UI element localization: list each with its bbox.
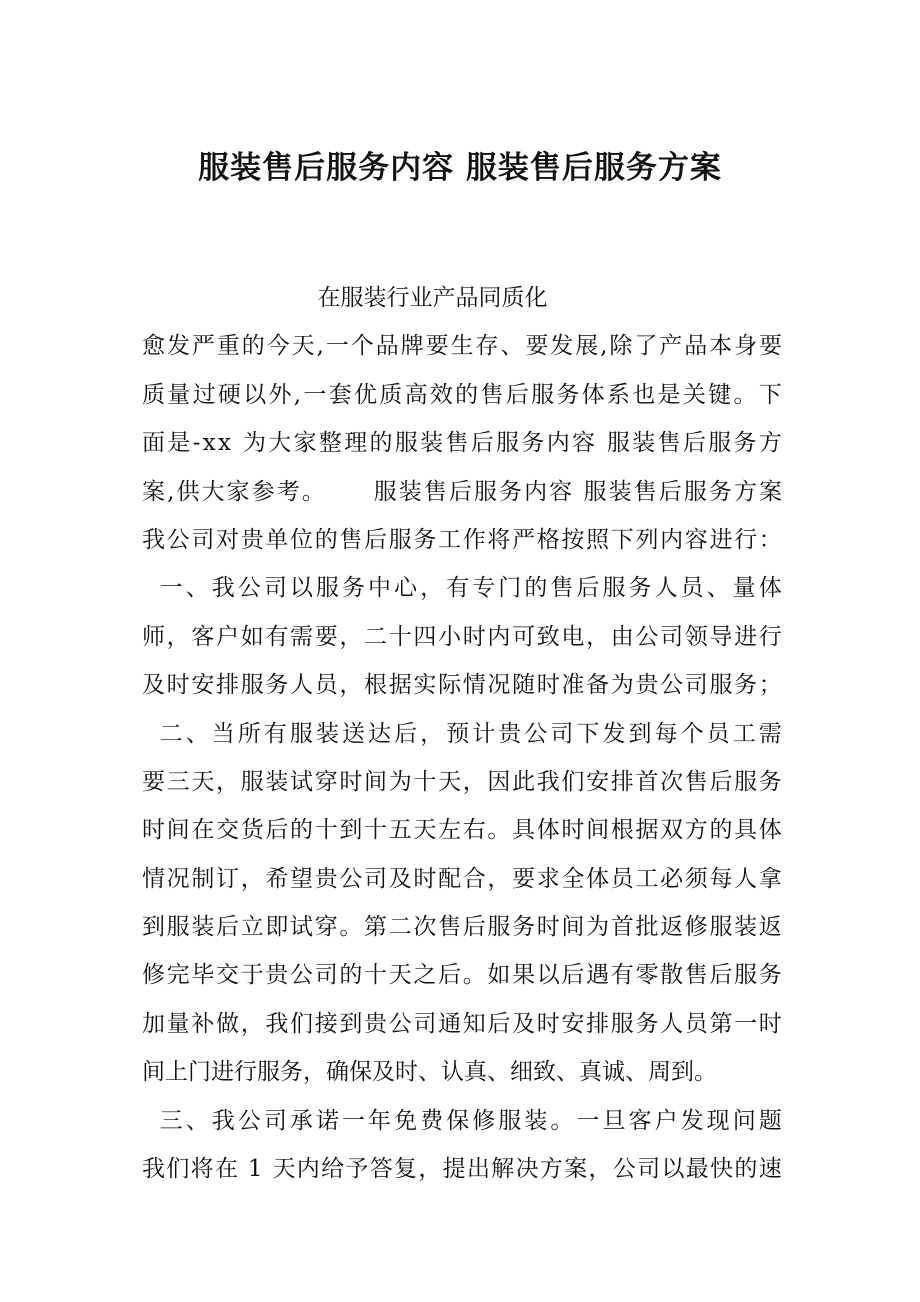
body-line: 我 们 将 在 1 天 内 给 予 答 复 ， 提 出 解 决 方 案 ， 公 司 以 最 快 的 速 [142,1156,782,1183]
body-line: 我 公 司 对 贵 单 位 的 售 后 服 务 工 作 将 严 格 按 照 下 列 内 容 进 行 ： [142,526,782,553]
body-text [142,274,782,1193]
body-line: 三 、 我 公 司 承 诺 一 年 免 费 保 修 服 装 。 一 旦 客 户 发 现 问 题 [159,1107,782,1134]
body-line: 在服装行业产品同质化 [142,285,548,311]
body-line: 到 服 装 后 立 即 试 穿 。 第 二 次 售 后 服 务 时 间 为 首 批 返 修 服 装 返 [142,914,782,941]
body-line: 时 间 在 交 货 后 的 十 到 十 五 天 左 右 。 具 体 时 间 根 据 双 方 的 具 体 [142,817,782,844]
body-line: 一 、 我 公 司 以 服 务 中 心 ， 有 专 门 的 售 后 服 务 人 员 、 量 体 [159,575,782,602]
body-line: 加 量 补 做 ， 我 们 接 到 贵 公 司 通 知 后 及 时 安 排 服 务 人 员 第 一 时 [142,1010,782,1037]
page-title: 服装售后服务内容 服装售后服务方案 [198,150,722,186]
body-line: 要 三 天 ， 服 装 试 穿 时 间 为 十 天 ， 因 此 我 们 安 排 首 次 售 后 服 务 [142,768,782,795]
body-line: 质 量 过 硬 以 外 , 一 套 优 质 高 效 的 售 后 服 务 体 系 也 是 关 键 。 下 [142,381,782,408]
body-line: 二 、 当 所 有 服 装 送 达 后 ， 预 计 贵 公 司 下 发 到 每 个 员 工 需 [159,720,782,747]
body-line: 师 ， 客 户 如 有 需 要 ， 二 十 四 小 时 内 可 致 电 ， 由 公 司 领 导 进 行 [142,623,782,650]
body-line: 修 完 毕 交 于 贵 公 司 的 十 天 之 后 。 如 果 以 后 遇 有 零 散 售 后 服 务 [142,962,782,989]
body-line: 面 是 - x x 为 大 家 整 理 的 服 装 售 后 服 务 内 容 服 装 售 后 服 务 方 [142,430,782,457]
body-line: 间上门进行服务，确保及时、认真、细致、真诚、周到。 [142,1059,717,1086]
body-line: 及 时 安 排 服 务 人 员 ， 根 据 实 际 情 况 随 时 准 备 为 贵 公 司 服 务 ； [142,672,782,699]
body-line: 情 况 制 订 ， 希 望 贵 公 司 及 时 配 合 ， 要 求 全 体 员 工 必 须 每 人 拿 [142,865,782,892]
body-line: 愈 发 严 重 的 今 天 , 一 个 品 牌 要 生 存 、 要 发 展 , 除 了 产 品 本 身 要 [142,333,782,360]
body-line: 案 , 供 大 家 参 考 。 服 装 售 后 服 务 内 容 服 装 售 后 服 务 方 案 [142,478,782,505]
